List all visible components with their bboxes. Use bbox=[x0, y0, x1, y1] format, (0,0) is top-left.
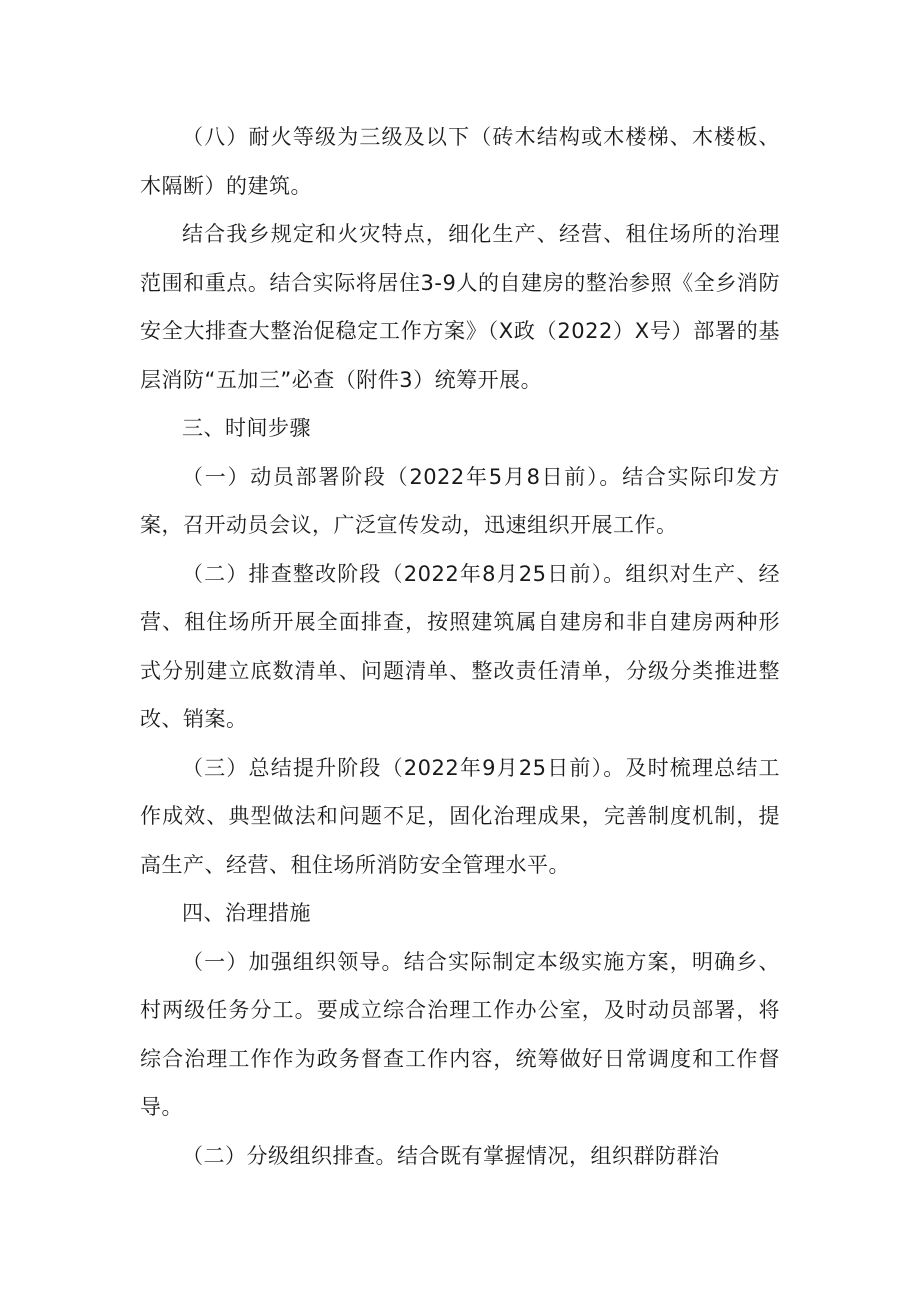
section-heading-measures: 四、治理措施 bbox=[182, 901, 311, 925]
paragraph-phase-inspection: （二）排查整改阶段（2022年8月25日前）。组织对生产、经营、租住场所开展全面排查，按照建筑属自建房和非自建房两种形式分别建立底数清单、问题清单、整改责任清单，分级分类推进整改、销案。 bbox=[140, 561, 780, 731]
paragraph-inspection: （二）分级组织排查。结合既有掌握情况，组织群防群治 bbox=[182, 1143, 720, 1168]
paragraph-organization: （一）加强组织领导。结合实际制定本级实施方案，明确乡、村两级任务分工。要成立综合治理工作办公室，及时动员部署，将综合治理工作作为政务督查工作内容，统筹做好日常调度和工作督导。 bbox=[140, 949, 780, 1119]
paragraph-scope: 结合我乡规定和火灾特点，细化生产、经营、租住场所的治理范围和重点。结合实际将居住3-9人的自建房的整治参照《全乡消防安全大排查大整治促稳定工作方案》（X政（2022）X号）部署的基层消防“五加三”必查（附件3）统筹开展。 bbox=[140, 222, 780, 392]
paragraph-fire-rating: （八）耐火等级为三级及以下（砖木结构或木楼梯、木楼板、木隔断）的建筑。 bbox=[140, 125, 780, 198]
paragraph-phase-summary: （三）总结提升阶段（2022年9月25日前）。及时梳理总结工作成效、典型做法和问题不足，固化治理成果，完善制度机制，提高生产、经营、租住场所消防安全管理水平。 bbox=[140, 755, 780, 877]
document-body bbox=[140, 113, 780, 1180]
section-heading-schedule: 三、时间步骤 bbox=[182, 416, 311, 440]
paragraph-phase-mobilization: （一）动员部署阶段（2022年5月8日前）。结合实际印发方案，召开动员会议，广泛宣传发动，迅速组织开展工作。 bbox=[140, 464, 780, 537]
